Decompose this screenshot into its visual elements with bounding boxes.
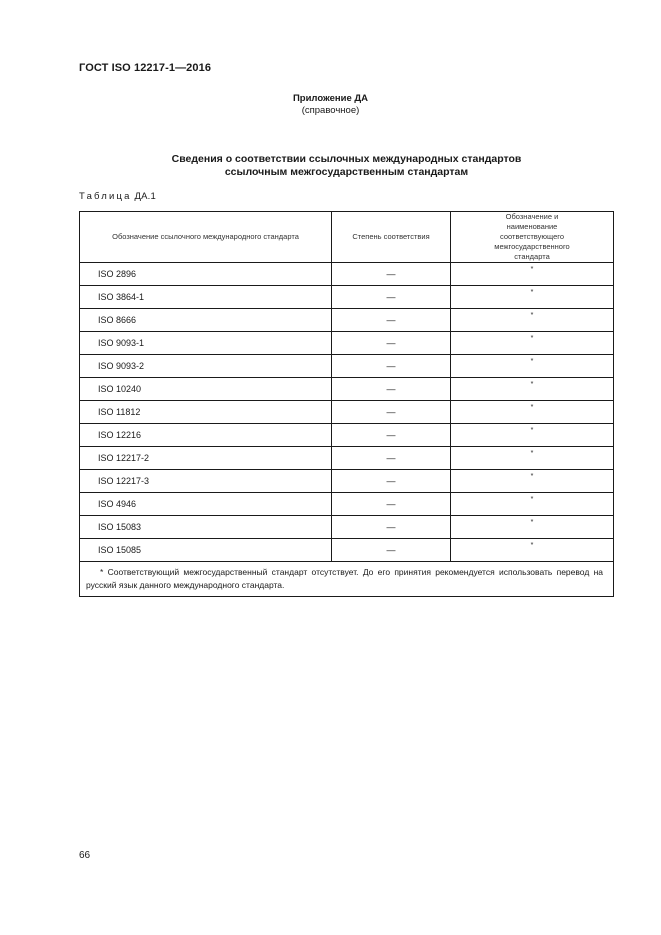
degree-cell: — (332, 516, 451, 539)
footnote-text: * Соответствующий межгосударственный стандарт отсутствует. До его принятия рекомендуется использовать перевод на русский язык данного международного стандарта. (86, 567, 603, 590)
standard-cell: ISO 12216 (80, 424, 332, 447)
table-label-word: Таблица (79, 191, 132, 202)
table-row (80, 516, 614, 539)
equivalent-cell: * (451, 493, 614, 516)
degree-cell: — (332, 424, 451, 447)
table-footnote (80, 562, 614, 597)
table-row (80, 263, 614, 286)
table-label (79, 191, 156, 202)
standard-cell: ISO 12217-3 (80, 470, 332, 493)
table-row (80, 355, 614, 378)
table-header-row (80, 212, 614, 263)
standard-cell: ISO 10240 (80, 378, 332, 401)
table-row (80, 424, 614, 447)
section-heading-line-2: ссылочным межгосударственным стандартам (224, 166, 469, 178)
standard-cell: ISO 9093-2 (80, 355, 332, 378)
table-row (80, 309, 614, 332)
table-row (80, 493, 614, 516)
equivalent-cell: * (451, 309, 614, 332)
appendix-block (0, 93, 661, 117)
standard-cell: ISO 4946 (80, 493, 332, 516)
table-row (80, 470, 614, 493)
table-row (80, 447, 614, 470)
degree-cell: — (332, 309, 451, 332)
standards-table (79, 211, 614, 597)
table-row (80, 332, 614, 355)
degree-cell: — (332, 539, 451, 562)
degree-cell: — (332, 378, 451, 401)
table-row (80, 539, 614, 562)
degree-cell: — (332, 470, 451, 493)
standard-cell: ISO 11812 (80, 401, 332, 424)
table-label-number: ДА.1 (134, 191, 156, 202)
table-row (80, 378, 614, 401)
equivalent-cell: * (451, 286, 614, 309)
standard-cell: ISO 3864-1 (80, 286, 332, 309)
equivalent-cell: * (451, 447, 614, 470)
section-heading (0, 153, 661, 179)
standard-cell: ISO 15083 (80, 516, 332, 539)
equivalent-cell: * (451, 355, 614, 378)
degree-cell: — (332, 263, 451, 286)
equivalent-cell: * (451, 263, 614, 286)
column-header-degree: Степень соответствия (332, 212, 451, 263)
standard-cell: ISO 9093-1 (80, 332, 332, 355)
degree-cell: — (332, 355, 451, 378)
column-header-equivalent: Обозначение и наименование соответствующего межгосударственного стандарта (451, 212, 614, 263)
equivalent-cell: * (451, 424, 614, 447)
section-heading-line-1: Сведения о соответствии ссылочных международных стандартов (171, 153, 522, 165)
document-code: ГОСТ ISO 12217-1—2016 (79, 62, 212, 74)
degree-cell: — (332, 493, 451, 516)
equivalent-cell: * (451, 539, 614, 562)
table-body (80, 263, 614, 562)
degree-cell: — (332, 401, 451, 424)
appendix-title: Приложение ДА (292, 93, 369, 104)
table-row (80, 401, 614, 424)
degree-cell: — (332, 286, 451, 309)
appendix-subtitle: (справочное) (301, 105, 360, 116)
equivalent-cell: * (451, 470, 614, 493)
standard-cell: ISO 2896 (80, 263, 332, 286)
column-header-standard: Обозначение ссылочного международного стандарта (80, 212, 332, 263)
table-footnote-row (80, 562, 614, 597)
equivalent-cell: * (451, 401, 614, 424)
standard-cell: ISO 12217-2 (80, 447, 332, 470)
degree-cell: — (332, 332, 451, 355)
degree-cell: — (332, 447, 451, 470)
equivalent-cell: * (451, 378, 614, 401)
standard-cell: ISO 15085 (80, 539, 332, 562)
equivalent-cell: * (451, 516, 614, 539)
standard-cell: ISO 8666 (80, 309, 332, 332)
equivalent-cell: * (451, 332, 614, 355)
page-number: 66 (79, 850, 91, 861)
table-row (80, 286, 614, 309)
